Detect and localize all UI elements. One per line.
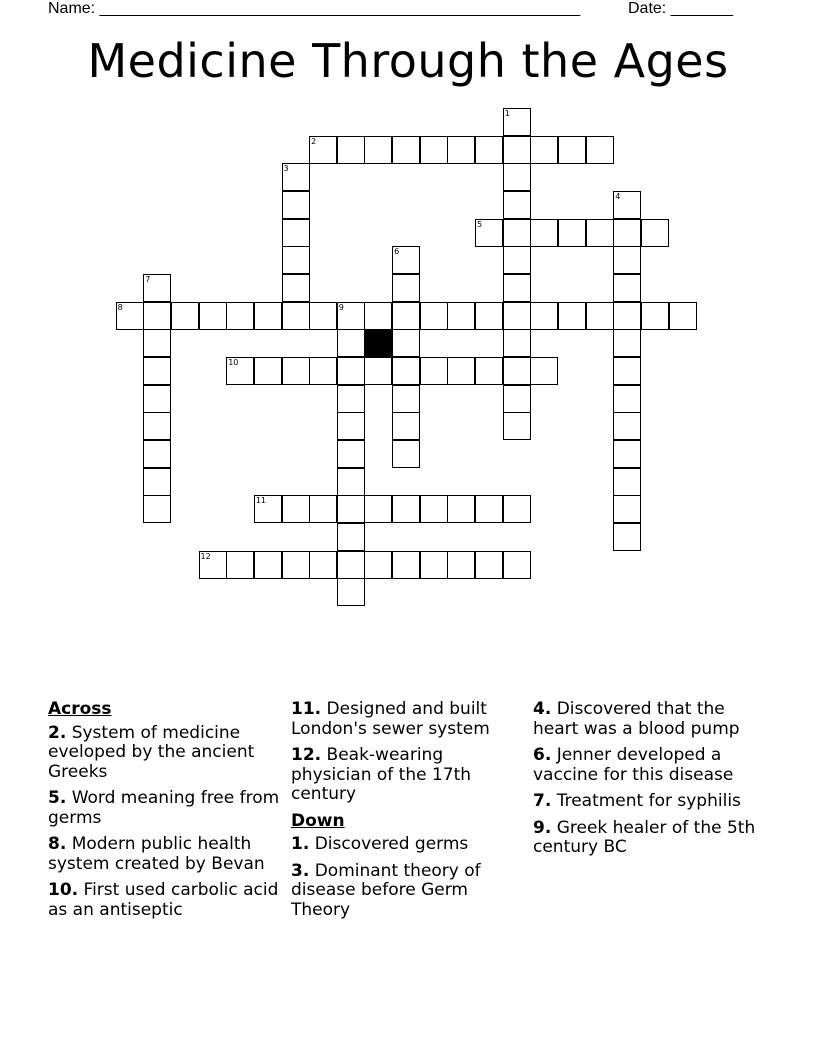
grid-cell[interactable] bbox=[613, 302, 641, 330]
grid-cell[interactable] bbox=[337, 495, 365, 523]
grid-cell[interactable] bbox=[503, 302, 531, 330]
grid-cell[interactable] bbox=[337, 329, 365, 357]
clue-number: 4 bbox=[615, 192, 621, 202]
grid-cell[interactable] bbox=[475, 495, 503, 523]
clues-column-1 bbox=[48, 700, 284, 927]
grid-cell[interactable] bbox=[116, 302, 144, 330]
clue-number: 1. bbox=[291, 834, 310, 854]
grid-cell[interactable] bbox=[254, 357, 282, 385]
grid-cell[interactable] bbox=[420, 302, 448, 330]
grid-cell[interactable] bbox=[613, 412, 641, 440]
grid-cell[interactable] bbox=[503, 357, 531, 385]
grid-cell[interactable] bbox=[503, 136, 531, 164]
grid-cell[interactable] bbox=[282, 495, 310, 523]
clue-number: 5 bbox=[477, 219, 483, 229]
grid-cell[interactable] bbox=[558, 136, 586, 164]
grid-cell[interactable] bbox=[143, 468, 171, 496]
grid-cell[interactable] bbox=[364, 357, 392, 385]
clue bbox=[48, 789, 284, 828]
grid-cell[interactable] bbox=[447, 551, 475, 579]
clue bbox=[48, 881, 284, 920]
clue-number: 9. bbox=[533, 817, 552, 838]
grid-cell[interactable] bbox=[143, 412, 171, 440]
grid-cell[interactable] bbox=[503, 163, 531, 191]
clue-number: 1 bbox=[504, 109, 510, 119]
clue-number: 6 bbox=[394, 247, 400, 257]
grid-cell[interactable] bbox=[503, 551, 531, 579]
grid-cell[interactable] bbox=[586, 136, 614, 164]
grid-cell[interactable] bbox=[475, 219, 503, 247]
grid-cell[interactable] bbox=[337, 523, 365, 551]
grid-cell[interactable] bbox=[337, 385, 365, 413]
grid-cell[interactable] bbox=[392, 495, 420, 523]
clues-column-2 bbox=[291, 700, 523, 927]
grid-cell[interactable] bbox=[364, 551, 392, 579]
grid-cell[interactable] bbox=[503, 219, 531, 247]
grid-cell[interactable] bbox=[613, 357, 641, 385]
grid-cell[interactable] bbox=[309, 357, 337, 385]
grid-cell[interactable] bbox=[503, 191, 531, 219]
grid-cell[interactable] bbox=[420, 357, 448, 385]
grid-cell[interactable] bbox=[447, 357, 475, 385]
clue-number: 10. bbox=[48, 880, 79, 900]
grid-cell[interactable] bbox=[309, 302, 337, 330]
grid-cell[interactable] bbox=[337, 357, 365, 385]
grid-cell[interactable] bbox=[503, 329, 531, 357]
clue bbox=[533, 746, 773, 785]
grid-cell[interactable] bbox=[282, 246, 310, 274]
clue-number: 6. bbox=[533, 745, 552, 765]
across-clue-list-continued bbox=[291, 700, 523, 805]
grid-cell[interactable] bbox=[503, 495, 531, 523]
date-field-label: Date: _______ bbox=[628, 0, 733, 17]
grid-cell[interactable] bbox=[143, 495, 171, 523]
grid-cell[interactable] bbox=[337, 551, 365, 579]
grid-cell[interactable] bbox=[392, 246, 420, 274]
clue bbox=[48, 835, 284, 874]
grid-cell[interactable] bbox=[199, 551, 227, 579]
clue-text: Discovered that the heart was a blood pump bbox=[533, 699, 740, 739]
grid-cell[interactable] bbox=[143, 385, 171, 413]
grid-cell[interactable] bbox=[143, 329, 171, 357]
grid-cell[interactable] bbox=[309, 495, 337, 523]
grid-cell[interactable] bbox=[558, 219, 586, 247]
grid-cell[interactable] bbox=[613, 329, 641, 357]
grid-cell[interactable] bbox=[282, 191, 310, 219]
grid-cell[interactable] bbox=[503, 274, 531, 302]
clue bbox=[291, 700, 523, 739]
clue-text: Designed and built London's sewer system bbox=[291, 699, 490, 739]
grid-cell[interactable] bbox=[392, 274, 420, 302]
grid-cell[interactable] bbox=[309, 136, 337, 164]
grid-cell[interactable] bbox=[392, 357, 420, 385]
grid-cell[interactable] bbox=[282, 551, 310, 579]
grid-cell[interactable] bbox=[530, 302, 558, 330]
grid-cell[interactable] bbox=[503, 385, 531, 413]
grid-cell[interactable] bbox=[282, 219, 310, 247]
down-heading: Down bbox=[291, 810, 345, 831]
clue bbox=[291, 862, 523, 921]
clue-number: 3 bbox=[283, 164, 289, 174]
grid-cell[interactable] bbox=[613, 440, 641, 468]
grid-cell[interactable] bbox=[282, 163, 310, 191]
grid-cell[interactable] bbox=[337, 302, 365, 330]
clue-number: 2. bbox=[48, 722, 67, 743]
grid-cell[interactable] bbox=[282, 274, 310, 302]
clue-text: Discovered germs bbox=[309, 834, 469, 854]
name-field-label: Name: ______________________________________________________ bbox=[48, 0, 581, 17]
clue-text: Word meaning free from germs bbox=[48, 788, 280, 828]
down-clue-list bbox=[291, 835, 523, 920]
grid-cell[interactable] bbox=[503, 246, 531, 274]
grid-cell[interactable] bbox=[199, 302, 227, 330]
grid-cell[interactable] bbox=[613, 274, 641, 302]
grid-cell[interactable] bbox=[613, 191, 641, 219]
grid-cell[interactable] bbox=[337, 440, 365, 468]
grid-cell[interactable] bbox=[475, 302, 503, 330]
grid-cell[interactable] bbox=[226, 357, 254, 385]
grid-cell[interactable] bbox=[447, 136, 475, 164]
across-clue-list bbox=[48, 724, 284, 921]
grid-cell[interactable] bbox=[337, 578, 365, 606]
clue-number: 7. bbox=[533, 791, 552, 811]
grid-cell[interactable] bbox=[143, 302, 171, 330]
grid-cell[interactable] bbox=[392, 329, 420, 357]
grid-cell[interactable] bbox=[364, 495, 392, 523]
clue-number: 4. bbox=[533, 699, 552, 719]
grid-cell[interactable] bbox=[613, 495, 641, 523]
clue-number: 9 bbox=[338, 302, 344, 312]
grid-cell[interactable] bbox=[613, 385, 641, 413]
down-clue-list-continued bbox=[533, 700, 773, 858]
grid-cell[interactable] bbox=[392, 551, 420, 579]
clue bbox=[533, 792, 773, 812]
grid-cell[interactable] bbox=[254, 551, 282, 579]
clue-text: System of medicine eveloped by the ancient Greeks bbox=[48, 722, 255, 782]
grid-cell[interactable] bbox=[254, 495, 282, 523]
grid-cell[interactable] bbox=[392, 385, 420, 413]
grid-cell[interactable] bbox=[143, 274, 171, 302]
grid-cell[interactable] bbox=[558, 302, 586, 330]
grid-cell[interactable] bbox=[475, 136, 503, 164]
grid-cell[interactable] bbox=[586, 302, 614, 330]
clue-text: First used carbolic acid as an antiseptic bbox=[48, 880, 279, 920]
grid-cell[interactable] bbox=[613, 468, 641, 496]
grid-cell[interactable] bbox=[613, 246, 641, 274]
clue-text: Greek healer of the 5th century BC bbox=[533, 817, 756, 857]
clue-text: Dominant theory of disease before Germ Theory bbox=[291, 860, 481, 920]
clue-text: Beak-wearing physician of the 17th century bbox=[291, 745, 472, 804]
clue-text: Treatment for syphilis bbox=[551, 791, 741, 811]
clue-number: 11 bbox=[255, 496, 267, 506]
grid-cell[interactable] bbox=[475, 357, 503, 385]
clue bbox=[533, 700, 773, 739]
clue-number: 7 bbox=[145, 275, 151, 284]
clue-number: 11. bbox=[291, 699, 322, 719]
grid-cell[interactable] bbox=[641, 219, 669, 247]
across-heading: Across bbox=[48, 699, 112, 719]
grid-cell[interactable] bbox=[337, 136, 365, 164]
grid-cell[interactable] bbox=[282, 357, 310, 385]
clue-number: 8 bbox=[117, 302, 123, 312]
grid-cell[interactable] bbox=[254, 302, 282, 330]
grid-cell[interactable] bbox=[282, 302, 310, 330]
grid-cell[interactable] bbox=[613, 219, 641, 247]
grid-cell[interactable] bbox=[530, 136, 558, 164]
clue bbox=[291, 746, 523, 805]
clue-number: 5. bbox=[48, 788, 67, 808]
grid-cell[interactable] bbox=[364, 136, 392, 164]
grid-cell[interactable] bbox=[641, 302, 669, 330]
grid-cell[interactable] bbox=[530, 357, 558, 385]
grid-cell[interactable] bbox=[475, 551, 503, 579]
grid-cell[interactable] bbox=[420, 136, 448, 164]
clue-number: 2 bbox=[311, 136, 317, 146]
clues-column-3 bbox=[533, 700, 773, 865]
grid-cell[interactable] bbox=[392, 302, 420, 330]
clue-text: Modern public health system created by Bevan bbox=[48, 834, 265, 874]
page-title: Medicine Through the Ages bbox=[87, 34, 729, 88]
grid-cell[interactable] bbox=[309, 551, 337, 579]
grid-cell[interactable] bbox=[669, 302, 697, 330]
grid-cell[interactable] bbox=[530, 219, 558, 247]
clue bbox=[291, 835, 523, 855]
clue-number: 3. bbox=[291, 860, 310, 881]
grid-cell[interactable] bbox=[447, 302, 475, 330]
clue-number: 12. bbox=[291, 745, 322, 765]
grid-cell[interactable] bbox=[503, 412, 531, 440]
grid-cell[interactable] bbox=[586, 219, 614, 247]
grid-cell[interactable] bbox=[392, 136, 420, 164]
grid-cell[interactable] bbox=[143, 440, 171, 468]
grid-cell[interactable] bbox=[420, 495, 448, 523]
grid-cell[interactable] bbox=[447, 495, 475, 523]
grid-cell[interactable] bbox=[392, 440, 420, 468]
grid-cell[interactable] bbox=[613, 523, 641, 551]
grid-cell[interactable] bbox=[226, 302, 254, 330]
grid-cell[interactable] bbox=[171, 302, 199, 330]
clue bbox=[48, 724, 284, 783]
clue-text: Jenner developed a vaccine for this disease bbox=[533, 745, 734, 785]
grid-cell[interactable] bbox=[337, 468, 365, 496]
clue bbox=[533, 819, 773, 858]
clue-number: 12 bbox=[200, 551, 211, 561]
grid-cell[interactable] bbox=[503, 108, 531, 136]
grid-cell[interactable] bbox=[392, 412, 420, 440]
grid-cell[interactable] bbox=[420, 551, 448, 579]
grid-cell[interactable] bbox=[226, 551, 254, 579]
black-grid-cell bbox=[364, 329, 392, 357]
grid-cell[interactable] bbox=[337, 412, 365, 440]
grid-cell[interactable] bbox=[364, 302, 392, 330]
grid-cell[interactable] bbox=[143, 357, 171, 385]
clue-number: 10 bbox=[228, 357, 239, 367]
clue-number: 8. bbox=[48, 834, 67, 854]
